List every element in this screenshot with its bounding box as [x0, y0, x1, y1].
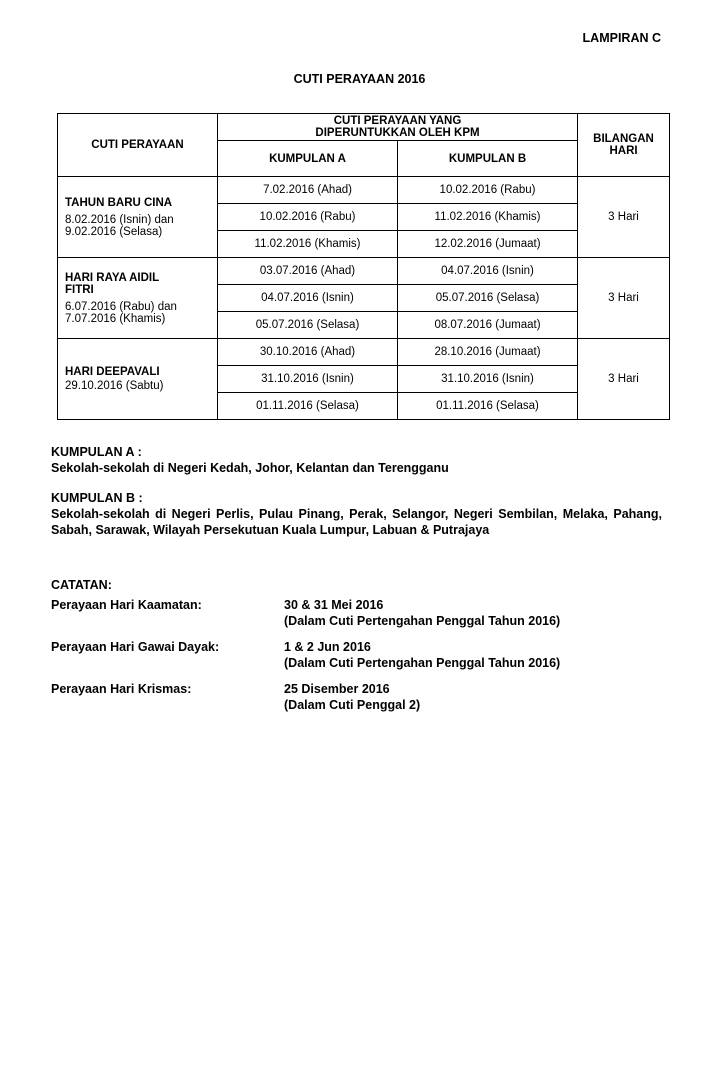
festival-name: HARI DEEPAVALI: [65, 366, 160, 378]
page-title: CUTI PERAYAAN 2016: [293, 72, 426, 86]
holiday-table: [57, 113, 670, 420]
kumpulan-a-text: Sekolah-sekolah di Negeri Kedah, Johor, Kelantan dan Terengganu: [51, 461, 449, 475]
header-bilangan: BILANGAN: [593, 133, 654, 145]
catatan-heading-wrap: [51, 577, 662, 593]
kumpulan-b-date: 11.02.2016 (Khamis): [398, 204, 578, 231]
catatan-label: Perayaan Hari Krismas:: [51, 682, 192, 696]
kumpulan-b-date: 10.02.2016 (Rabu): [398, 177, 578, 204]
kumpulan-a-date: 30.10.2016 (Ahad): [218, 339, 398, 366]
header-cuti-perayaan: CUTI PERAYAAN: [58, 114, 218, 177]
catatan-label: Perayaan Hari Gawai Dayak:: [51, 640, 220, 654]
kumpulan-b-date: 28.10.2016 (Jumaat): [398, 339, 578, 366]
appendix-label: LAMPIRAN C: [582, 31, 661, 45]
kumpulan-b-date: 31.10.2016 (Isnin): [398, 366, 578, 393]
bilangan-hari-value: 3 Hari: [578, 339, 670, 420]
kumpulan-a-date: 05.07.2016 (Selasa): [218, 312, 398, 339]
catatan-value: [284, 639, 560, 671]
kumpulan-a-section: [51, 444, 662, 476]
festival-cell: [58, 177, 218, 258]
kumpulan-b-heading: KUMPULAN B :: [51, 491, 143, 505]
kumpulan-b-date: 05.07.2016 (Selasa): [398, 285, 578, 312]
kumpulan-a-date: 03.07.2016 (Ahad): [218, 258, 398, 285]
catatan-heading: CATATAN:: [51, 578, 112, 592]
catatan-date: 25 Disember 2016: [284, 682, 390, 696]
header-kumpulan-a: KUMPULAN A: [218, 141, 398, 177]
kumpulan-a-date: 04.07.2016 (Isnin): [218, 285, 398, 312]
kumpulan-b-section: [51, 490, 662, 538]
kumpulan-b-date: 04.07.2016 (Isnin): [398, 258, 578, 285]
kumpulan-a-date: 7.02.2016 (Ahad): [218, 177, 398, 204]
header-group: [218, 114, 578, 141]
header-hari: HARI: [609, 145, 638, 157]
kumpulan-a-heading: KUMPULAN A :: [51, 445, 142, 459]
header-bilangan-hari: [578, 114, 670, 177]
header-group-line1: CUTI PERAYAAN YANG: [333, 115, 462, 127]
catatan-value: [284, 681, 420, 713]
catatan-note: (Dalam Cuti Pertengahan Penggal Tahun 2016): [284, 614, 561, 628]
catatan-label: Perayaan Hari Kaamatan:: [51, 598, 202, 612]
table-row: [58, 177, 670, 204]
festival-name: HARI RAYA AIDIL FITRI: [65, 271, 160, 296]
festival-name: TAHUN BARU CINA: [65, 196, 173, 209]
header-group-line2: DIPERUNTUKKAN OLEH KPM: [315, 127, 480, 139]
catatan-date: 1 & 2 Jun 2016: [284, 640, 371, 654]
kumpulan-a-date: 11.02.2016 (Khamis): [218, 231, 398, 258]
kumpulan-a-date: 31.10.2016 (Isnin): [218, 366, 398, 393]
kumpulan-b-date: 12.02.2016 (Jumaat): [398, 231, 578, 258]
kumpulan-a-date: 01.11.2016 (Selasa): [218, 393, 398, 420]
header-kumpulan-b: KUMPULAN B: [398, 141, 578, 177]
festival-date: 29.10.2016 (Sabtu): [65, 380, 164, 392]
bilangan-hari-value: 3 Hari: [578, 258, 670, 339]
catatan-note: (Dalam Cuti Pertengahan Penggal Tahun 2016): [284, 656, 561, 670]
festival-date: 6.07.2016 (Rabu) dan 7.07.2016 (Khamis): [65, 300, 177, 325]
catatan-value: [284, 597, 560, 629]
festival-cell: [58, 339, 218, 420]
festival-cell: [58, 258, 218, 339]
kumpulan-b-date: 08.07.2016 (Jumaat): [398, 312, 578, 339]
catatan-note: (Dalam Cuti Penggal 2): [284, 698, 421, 712]
table-row: [58, 339, 670, 366]
festival-date: 8.02.2016 (Isnin) dan 9.02.2016 (Selasa): [65, 213, 174, 238]
kumpulan-b-text: Sekolah-sekolah di Negeri Perlis, Pulau Pinang, Perak, Selangor, Negeri Sembilan, Melaka, Pahang, Sabah, Sarawak, Wilayah Persekutuan Kuala Lumpur, Labuan & Putrajaya: [51, 507, 662, 537]
bilangan-hari-value: 3 Hari: [578, 177, 670, 258]
table-row: [58, 258, 670, 285]
kumpulan-a-date: 10.02.2016 (Rabu): [218, 204, 398, 231]
catatan-date: 30 & 31 Mei 2016: [284, 598, 384, 612]
kumpulan-b-date: 01.11.2016 (Selasa): [398, 393, 578, 420]
